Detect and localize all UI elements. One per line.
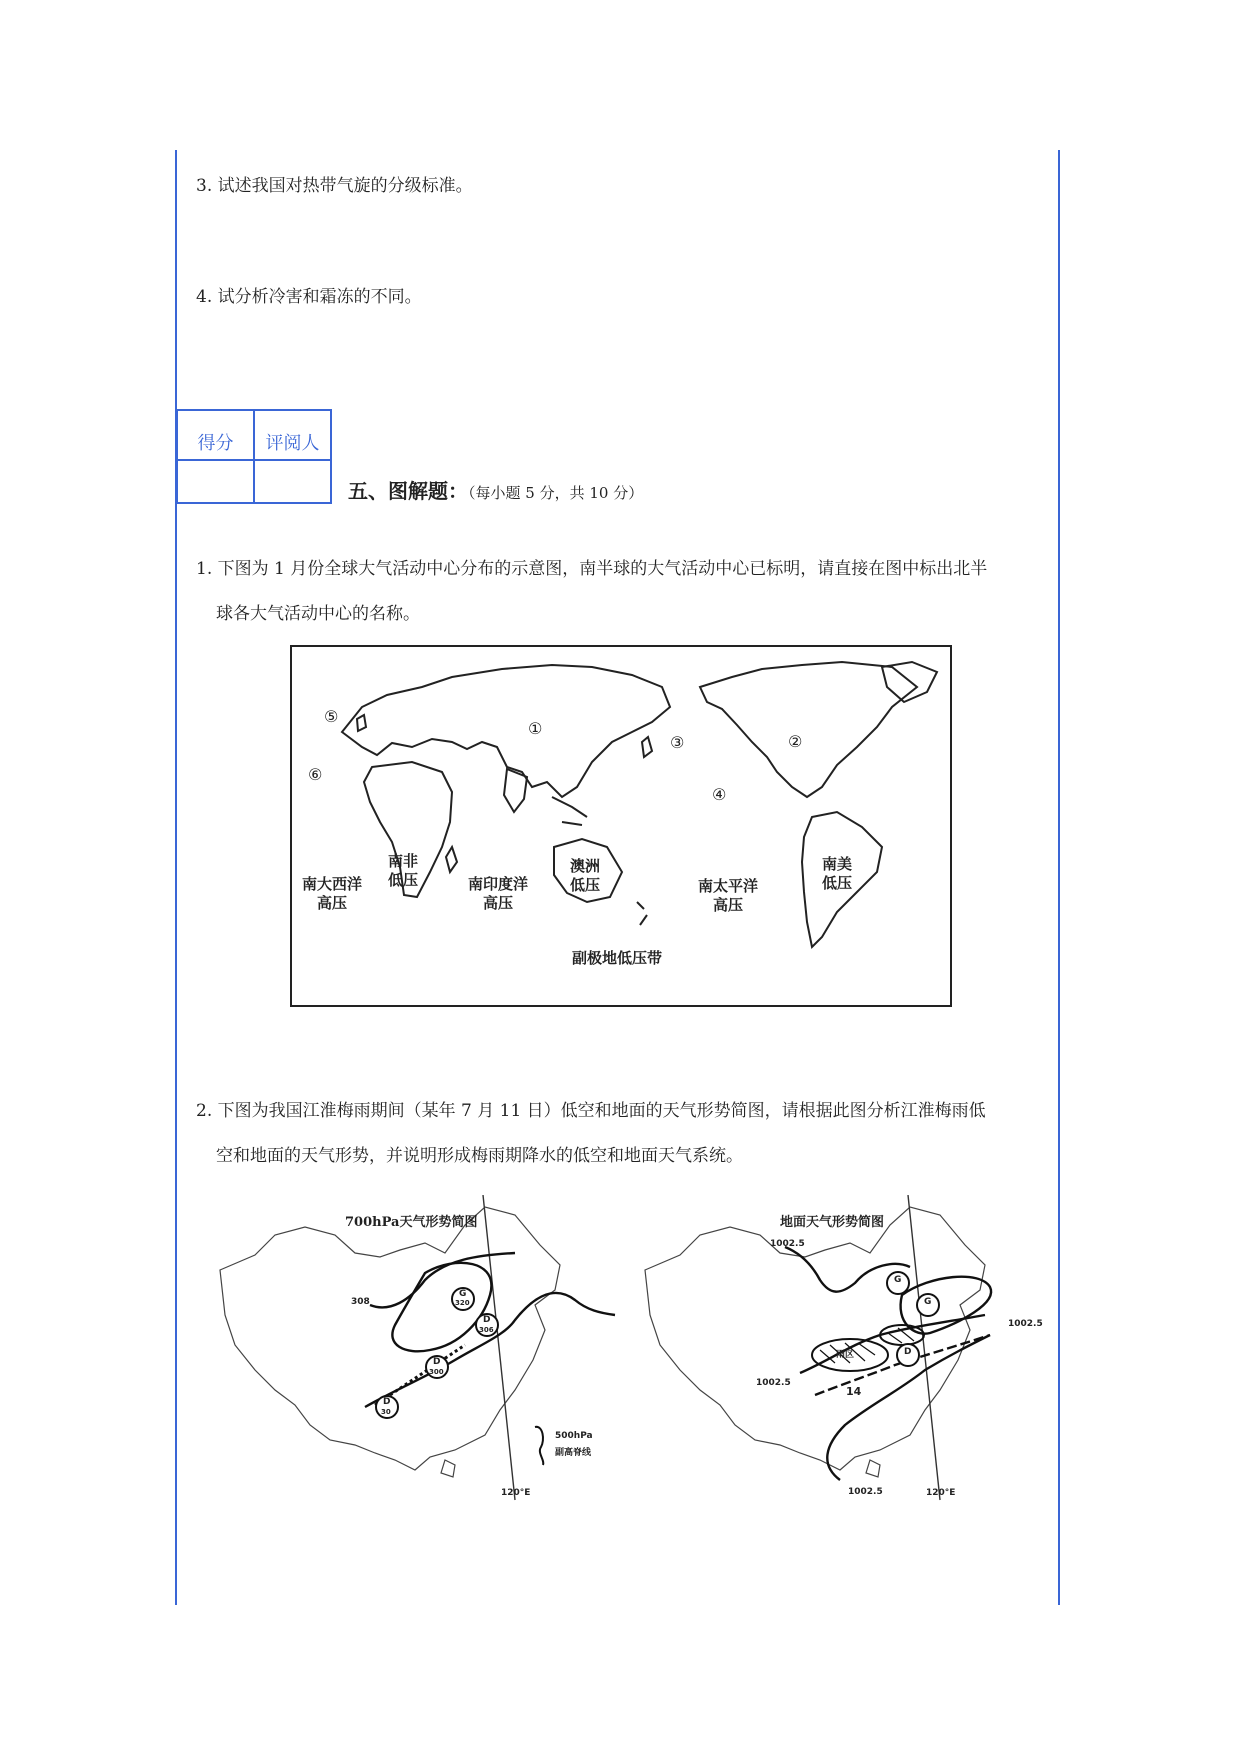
legend-500hpa: 500hPa [555, 1431, 593, 1441]
section-note: （每小题 5 分，共 10 分） [468, 484, 644, 502]
low-d-letter: D [904, 1347, 912, 1357]
label-australia-low: 澳洲 低压 [570, 857, 601, 894]
isobar-top: 1002.5 [770, 1239, 805, 1249]
reviewer-header: 评阅人 [254, 410, 331, 460]
contour-308: 308 [351, 1297, 370, 1307]
map-surface-title: 地面天气形势简图 [780, 1215, 885, 1230]
marker-6: ⑥ [308, 765, 323, 784]
reviewer-cell[interactable] [254, 460, 331, 503]
isobar-bottom: 1002.5 [848, 1487, 883, 1497]
map-700hpa-title: 700hPa天气形势简图 [345, 1215, 478, 1230]
score-cell[interactable] [177, 460, 254, 503]
question-4: 4. 试分析冷害和霜冻的不同。 [196, 287, 422, 307]
left-border-line [175, 150, 177, 1605]
low-d3-value: 30 [381, 1408, 391, 1416]
meridian-120e-surface: 120°E [926, 1488, 956, 1498]
label-subpolar-low-belt: 副极地低压带 [572, 949, 663, 967]
score-table [176, 409, 332, 504]
marker-3: ③ [670, 733, 685, 752]
question-1-line1: 1. 下图为 1 月份全球大气活动中心分布的示意图，南半球的大气活动中心已标明，请直接在图中标出北半 [196, 559, 988, 579]
high-g1-letter: G [894, 1275, 902, 1285]
label-south-pacific-high: 南太平洋 高压 [698, 877, 759, 914]
marker-2: ② [788, 732, 803, 751]
low-d2-letter: D [433, 1357, 441, 1367]
low-d2-value: 300 [429, 1368, 444, 1376]
score-header: 得分 [177, 410, 254, 460]
section-title: 五、图解题： [348, 479, 468, 503]
high-g2-letter: G [924, 1297, 932, 1307]
label-south-atlantic-high: 南大西洋 高压 [302, 875, 363, 912]
marker-1: ① [528, 719, 543, 738]
meridian-120e: 120°E [501, 1488, 531, 1498]
legend-ridge-line: 副高脊线 [555, 1448, 592, 1458]
label-south-indian-high: 南印度洋 高压 [468, 875, 529, 912]
high-g-value: 320 [455, 1299, 470, 1307]
rain-area-label: 雨区 [836, 1350, 855, 1360]
question-3: 3. 试述我国对热带气旋的分级标准。 [196, 176, 473, 196]
marker-4: ④ [712, 785, 727, 804]
question-2-line2: 空和地面的天气形势，并说明形成梅雨期降水的低空和地面天气系统。 [216, 1146, 743, 1166]
label-south-america-low: 南美 低压 [822, 855, 853, 892]
section-heading [348, 475, 643, 504]
low-d1-value: 306 [479, 1326, 494, 1334]
world-map [290, 645, 952, 1007]
map-700hpa [215, 1195, 635, 1505]
map-700hpa-graphic [215, 1195, 635, 1505]
map-surface [640, 1195, 1060, 1505]
question-2-line1: 2. 下图为我国江淮梅雨期间（某年 7 月 11 日）低空和地面的天气形势简图，请根据此图分析江淮梅雨低 [196, 1101, 986, 1121]
marker-5: ⑤ [324, 707, 339, 726]
high-g-letter: G [459, 1289, 467, 1299]
label-south-africa-low: 南非 低压 [388, 852, 419, 889]
rain-area-value: 14 [846, 1385, 862, 1398]
isobar-right: 1002.5 [1008, 1319, 1043, 1329]
question-1-line2: 球各大气活动中心的名称。 [216, 604, 420, 624]
low-d3-letter: D [383, 1397, 391, 1407]
isobar-left: 1002.5 [756, 1378, 791, 1388]
low-d1-letter: D [483, 1315, 491, 1325]
